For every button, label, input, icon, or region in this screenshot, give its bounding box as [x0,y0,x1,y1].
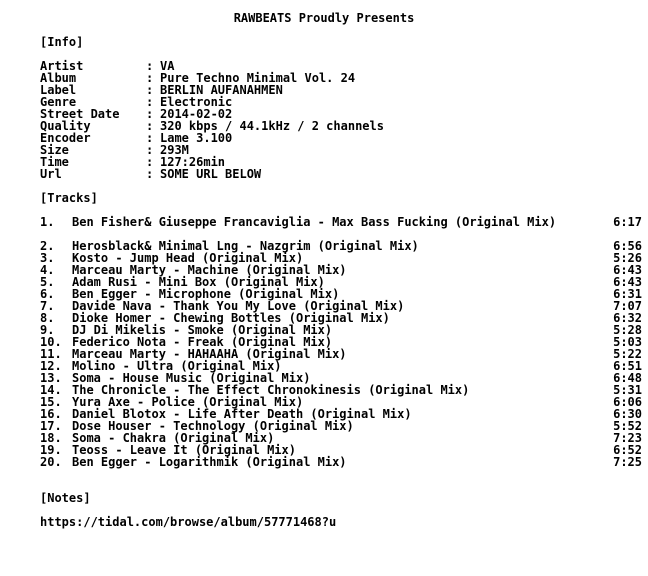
track-title: Yura Axe - Police (Original Mix) [72,395,304,409]
info-key: Album [40,71,77,85]
track-title: Marceau Marty - Machine (Original Mix) [72,263,347,277]
track-number: 4. [40,263,55,277]
info-separator: : [146,167,154,181]
track-number: 11. [40,347,62,361]
track-number: 6. [40,287,55,301]
track-title: Soma - Chakra (Original Mix) [72,431,275,445]
track-title: Molino - Ultra (Original Mix) [72,359,282,373]
track-duration: 6:52 [613,443,642,457]
track-number: 17. [40,419,62,433]
track-title: Ben Egger - Microphone (Original Mix) [72,287,340,301]
track-title: Marceau Marty - HAHAAHA (Original Mix) [72,347,347,361]
info-separator: : [146,95,154,109]
track-duration: 7:23 [613,431,642,445]
track-title: DJ Di Mikelis - Smoke (Original Mix) [72,323,333,337]
track-number: 16. [40,407,62,421]
track-number: 9. [40,323,55,337]
track-duration: 6:51 [613,359,642,373]
info-separator: : [146,131,154,145]
track-duration: 7:07 [613,299,642,313]
track-title: Adam Rusi - Mini Box (Original Mix) [72,275,325,289]
track-duration: 6:32 [613,311,642,325]
info-key: Label [40,83,77,97]
track-title: Dose Houser - Technology (Original Mix) [72,419,354,433]
track-number: 5. [40,275,55,289]
info-key: Encoder [40,131,91,145]
info-separator: : [146,143,154,157]
track-duration: 5:28 [613,323,642,337]
track-duration: 6:06 [613,395,642,409]
track-duration: 5:22 [613,347,642,361]
info-separator: : [146,71,154,85]
info-key: Quality [40,119,91,133]
track-duration: 6:56 [613,239,642,253]
track-duration: 6:48 [613,371,642,385]
info-separator: : [146,59,154,73]
track-number: 10. [40,335,62,349]
page-title: RAWBEATS Proudly Presents [233,11,415,25]
track-duration: 7:25 [613,455,642,469]
track-number: 19. [40,443,62,457]
track-title: Davide Nava - Thank You My Love (Original Mix) [72,299,405,313]
track-title: Teoss - Leave It (Original Mix) [72,443,296,457]
track-duration: 5:31 [613,383,642,397]
track-title: Herosblack& Minimal Lng - Nazgrim (Original Mix) [72,239,419,253]
track-duration: 6:43 [613,275,642,289]
tracks-heading: [Tracks] [40,191,98,205]
track-title: Ben Fisher& Giuseppe Francaviglia - Max Bass Fucking (Original Mix) [72,215,557,229]
track-title: Federico Nota - Freak (Original Mix) [72,335,333,349]
track-number: 7. [40,299,55,313]
track-number: 1. [40,215,55,229]
track-title: Kosto - Jump Head (Original Mix) [72,251,304,265]
info-value: Lame 3.100 [160,131,233,145]
track-title: Ben Egger - Logarithmik (Original Mix) [72,455,347,469]
info-value: VA [160,59,175,73]
track-number: 3. [40,251,55,265]
info-key: Genre [40,95,77,109]
notes-url: https://tidal.com/browse/album/57771468?u [40,515,337,529]
track-number: 2. [40,239,55,253]
track-duration: 6:17 [613,215,642,229]
info-value: SOME URL BELOW [160,167,262,181]
track-duration: 6:31 [613,287,642,301]
info-separator: : [146,155,154,169]
info-key: Time [40,155,69,169]
track-number: 18. [40,431,62,445]
track-duration: 5:26 [613,251,642,265]
info-separator: : [146,83,154,97]
info-key: Url [40,167,62,181]
track-title: The Chronicle - The Effect Chronokinesis (Original Mix) [72,383,470,397]
info-value: BERLIN AUFANAHMEN [160,83,283,97]
notes-heading: [Notes] [40,491,91,505]
track-number: 14. [40,383,62,397]
info-value: Electronic [160,95,233,109]
info-value: 320 kbps / 44.1kHz / 2 channels [160,119,384,133]
track-number: 15. [40,395,62,409]
track-number: 20. [40,455,62,469]
info-separator: : [146,107,154,121]
info-key: Size [40,143,69,157]
track-title: Soma - House Music (Original Mix) [72,371,311,385]
track-title: Daniel Blotox - Life After Death (Original Mix) [72,407,412,421]
info-separator: : [146,119,154,133]
info-value: 127:26min [160,155,226,169]
info-value: 2014-02-02 [160,107,233,121]
info-value: Pure Techno Minimal Vol. 24 [160,71,356,85]
track-duration: 6:43 [613,263,642,277]
info-heading: [Info] [40,35,84,49]
track-number: 13. [40,371,62,385]
info-value: 293M [160,143,189,157]
track-number: 8. [40,311,55,325]
track-number: 12. [40,359,62,373]
track-duration: 5:03 [613,335,642,349]
track-duration: 5:52 [613,419,642,433]
track-title: Dioke Homer - Chewing Bottles (Original Mix) [72,311,390,325]
track-duration: 6:30 [613,407,642,421]
info-key: Street Date [40,107,120,121]
info-key: Artist [40,59,84,73]
